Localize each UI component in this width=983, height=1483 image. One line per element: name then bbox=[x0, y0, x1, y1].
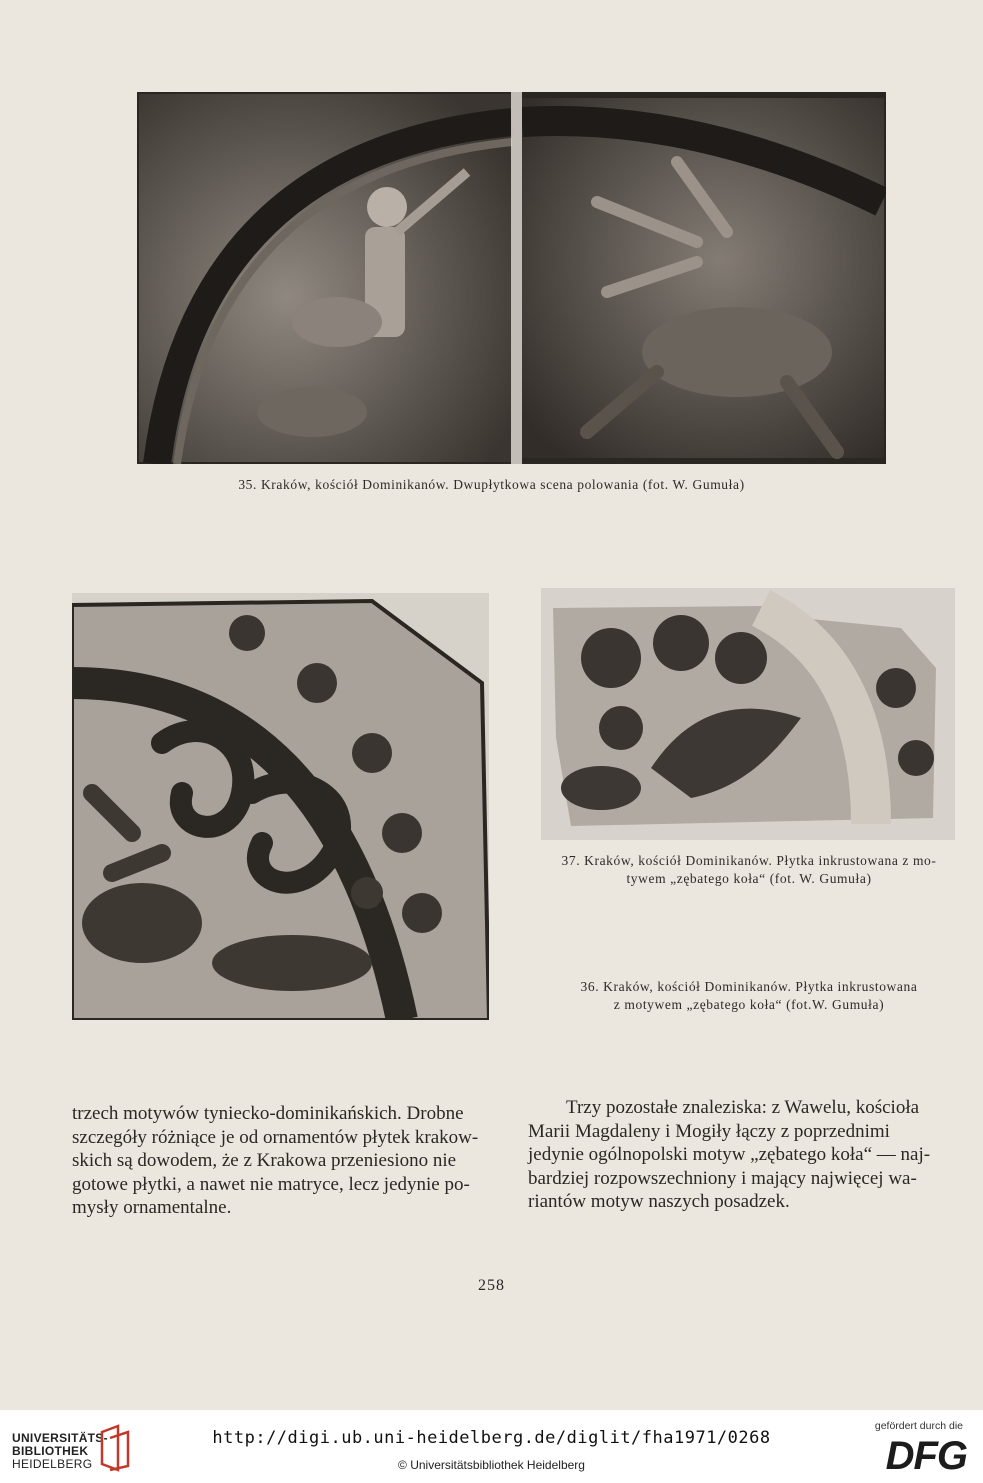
library-name-line2: BIBLIOTHEK bbox=[12, 1444, 89, 1458]
footer-bar bbox=[0, 1410, 983, 1483]
left-column-text bbox=[72, 1102, 498, 1220]
figure-35-photo bbox=[137, 92, 886, 464]
right-line-1: Trzy pozostałe znaleziska: z Wawelu, kościoła bbox=[566, 1097, 920, 1118]
right-line-2: Marii Magdaleny i Mogiły łączy z poprzednimi bbox=[528, 1120, 890, 1142]
document-url-link[interactable]: http://digi.ub.uni-heidelberg.de/diglit/fha1971/0268 bbox=[212, 1428, 771, 1448]
hunting-scene-image bbox=[137, 92, 886, 464]
funded-by-label: gefördert durch die bbox=[874, 1420, 963, 1432]
figure-37-photo bbox=[541, 588, 955, 840]
figure-36-photo bbox=[72, 593, 489, 1020]
left-line-2: szczegóły różniące je od ornamentów płytek krakow- bbox=[72, 1126, 479, 1148]
figure-36-caption-line2: z motywem „zębatego koła“ (fot.W. Gumuła) bbox=[613, 997, 885, 1012]
tile-36-image bbox=[72, 593, 489, 1020]
figure-37-caption-line2: tywem „zębatego koła“ (fot. W. Gumuła) bbox=[626, 871, 872, 886]
copyright-notice: © Universitätsbibliothek Heidelberg bbox=[398, 1458, 585, 1472]
left-line-5: mysły ornamentalne. bbox=[72, 1197, 232, 1218]
figure-36-caption bbox=[538, 978, 960, 1014]
right-line-5: riantów motyw naszych posadzek. bbox=[528, 1191, 790, 1212]
figure-35-caption: 35. Kraków, kościół Dominikanów. Dwupłytkowa scena polowania (fot. W. Gumuła) bbox=[238, 477, 745, 492]
tile-37-image bbox=[541, 588, 955, 840]
figure-37-caption-line1: 37. Kraków, kościół Dominikanów. Płytka inkrustowana z mo- bbox=[561, 853, 937, 868]
library-name-line3: HEIDELBERG bbox=[12, 1457, 93, 1471]
library-name-line1: UNIVERSITÄTS- bbox=[12, 1431, 108, 1445]
figure-37-caption bbox=[538, 852, 960, 888]
right-line-3: jedynie ogólnopolski motyw „zębatego koła“ — naj- bbox=[528, 1144, 931, 1165]
figure-36-caption-line1: 36. Kraków, kościół Dominikanów. Płytka inkrustowana bbox=[580, 979, 918, 994]
dfg-logo: DFG bbox=[885, 1434, 967, 1478]
right-line-4: bardziej rozpowszechniony i mający najwięcej wa- bbox=[528, 1167, 917, 1189]
right-column-text bbox=[528, 1096, 960, 1214]
left-line-3: skich są dowodem, że z Krakowa przeniesiono nie bbox=[72, 1150, 457, 1171]
left-line-4: gotowe płytki, a nawet nie matryce, lecz jedynie po- bbox=[72, 1173, 470, 1195]
page-number: 258 bbox=[478, 1277, 505, 1294]
left-line-1: trzech motywów tyniecko-dominikańskich. Drobne bbox=[72, 1103, 464, 1124]
